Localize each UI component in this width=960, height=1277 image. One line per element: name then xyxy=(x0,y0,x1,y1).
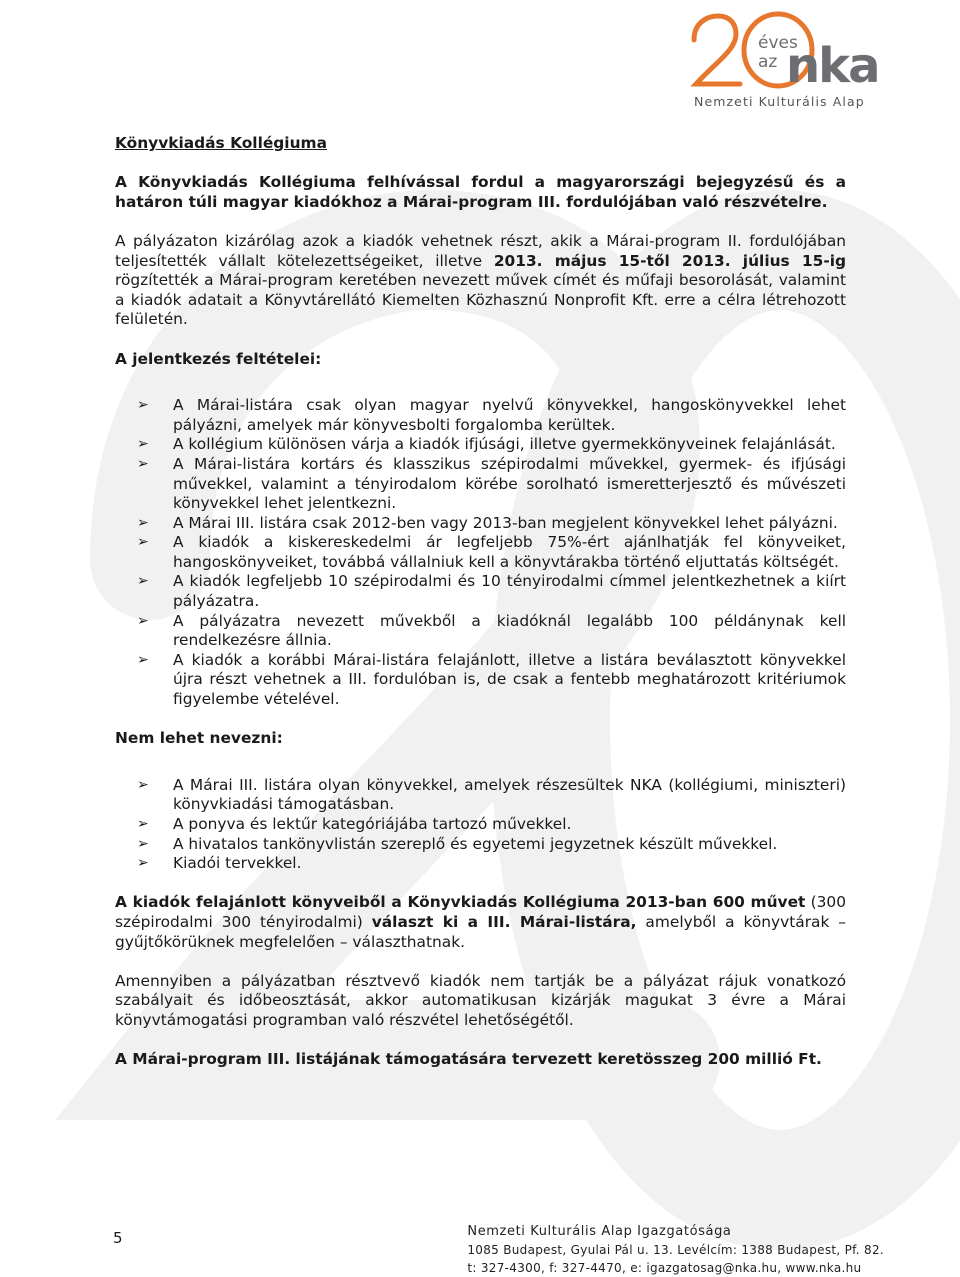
footer-org-name: Nemzeti Kulturális Alap Igazgatósága xyxy=(467,1224,732,1239)
list-item: ➢ A Márai III. listára csak 2012-ben vagy 2013-ban megjelent könyvekkel lehet pályázni. xyxy=(137,513,838,532)
intro-paragraph: A Könyvkiadás Kollégiuma felhívással fordul a magyarországi bejegyzésű és a határon túli magyar kiadókhoz a Márai-program III. fordulójában való részvételre. xyxy=(115,173,846,211)
selection-text-d: amelyből a könyvtárak – gyűjtőkörüknek megfelelően – választhatnak. xyxy=(115,912,846,951)
arrow-bullet-icon: ➢ xyxy=(137,436,149,453)
list-item: ➢ A ponyva és lektűr kategóriájába tartozó művekkel. xyxy=(137,815,572,833)
list-item: ➢ A kiadók legfeljebb 10 szépirodalmi és 10 tényirodalmi címmel jelentkezhetnek a kiírt pályázatra. xyxy=(137,572,846,611)
list-item: ➢ A Márai-listára kortárs és klasszikus szépirodalmi művekkel, gyermek- és ifjúsági művekkel, valamint a tényirodalom körébe sorolható ismeretterjesztő és művészeti könyvekkel lehet jelentkezni. xyxy=(137,454,846,513)
eligibility-text-c: rögzítették a Márai-program keretében nevezett művek címét és műfaji besorolását, valamint a kiadók adatait a Könyvtárellátó Kiemelten Közhasznú Nonprofit Kft. erre a célra létrehozott felületén. xyxy=(115,271,846,329)
selection-text-c: választ ki a III. Márai-listára, xyxy=(371,912,637,931)
selection-text-b: (300 szépirodalmi 300 tényirodalmi) xyxy=(115,893,846,931)
footer-contact: t: 327-4300, f: 327-4470, e: igazgatosag@nka.hu, www.nka.hu xyxy=(467,1261,862,1275)
arrow-bullet-icon: ➢ xyxy=(137,835,149,852)
conditions-list xyxy=(115,396,846,710)
logo-subtitle: Nemzeti Kulturális Alap xyxy=(694,94,865,109)
list-item: ➢ A kiadók a kiskereskedelmi ár legfeljebb 75%-ért ajánlhatják fel könyveiket, hangoskönyveiket, továbbá vállalniuk kell a könyvtárakba történő eljuttatás költségét. xyxy=(137,533,846,571)
list-item: ➢ A kollégium különösen várja a kiadók ifjúsági, illetve gyermekkönyveinek felajánlását. xyxy=(137,435,836,454)
arrow-bullet-icon: ➢ xyxy=(137,776,149,793)
excluded-heading: Nem lehet nevezni: xyxy=(115,729,283,748)
footer xyxy=(467,1222,884,1277)
sanction-paragraph: Amennyiben a pályázatban résztvevő kiadók nem tartják be a pályázat rájuk vonatkozó szabályait és időbeosztását, akkor automatikusan kizárják magukat 3 évre a Márai könyvtámogatási programban való részvétel lehetőségétől. xyxy=(115,971,846,1029)
arrow-bullet-icon: ➢ xyxy=(137,612,149,629)
logo-brand-text: nka xyxy=(786,38,879,94)
page-number: 5 xyxy=(113,1229,123,1247)
arrow-bullet-icon: ➢ xyxy=(137,397,149,414)
budget-paragraph: A Márai-program III. listájának támogatására tervezett keretösszeg 200 millió Ft. xyxy=(115,1050,822,1069)
arrow-bullet-icon: ➢ xyxy=(137,514,149,531)
eligibility-paragraph xyxy=(115,232,846,330)
eligibility-text-a: A pályázaton kizárólag azok a kiadók vehetnek részt, akik a Márai-program II. fordulójában teljesítették vállalt kötelezettségeiket, illetve xyxy=(115,231,846,270)
arrow-bullet-icon: ➢ xyxy=(137,455,149,472)
document-body xyxy=(115,134,846,1070)
arrow-bullet-icon: ➢ xyxy=(137,816,149,832)
arrow-bullet-icon: ➢ xyxy=(137,573,149,590)
page-title: Könyvkiadás Kollégiuma xyxy=(115,134,327,152)
list-item: ➢ A Márai III. listára olyan könyvekkel, amelyek részesültek NKA (kollégiumi, miniszteri) könyvkiadási támogatásban. xyxy=(137,775,846,814)
selection-paragraph xyxy=(115,893,846,952)
list-item: ➢ A pályázatra nevezett művekből a kiadóknál legalább 100 példánynak kell rendelkezésre állnia. xyxy=(137,611,846,650)
eligibility-dates: 2013. május 15-től 2013. július 15-ig xyxy=(493,251,846,270)
excluded-list xyxy=(115,776,846,874)
footer-address: 1085 Budapest, Gyulai Pál u. 13. Levélcím: 1388 Budapest, Pf. 82. xyxy=(467,1243,884,1257)
logo-eves-text: éves xyxy=(758,33,798,53)
selection-text-a: A kiadók felajánlott könyveiből a Könyvkiadás Kollégiuma 2013-ban 600 művet xyxy=(115,893,806,912)
list-item: ➢ A Márai-listára csak olyan magyar nyelvű könyvekkel, hangoskönyvekkel lehet pályázni, amelyek már könyvesbolti forgalomba kerültek. xyxy=(137,396,846,434)
list-item: ➢ A kiadók a korábbi Márai-listára felajánlott, illetve a listára beválasztott könyvekkel újra részt vehetnek a III. fordulóban is, de csak a fentebb meghatározott kritériumok figyelembe vételével. xyxy=(137,650,846,709)
list-item: ➢ A hivatalos tankönyvlistán szereplő és egyetemi jegyzetnek készült művekkel. xyxy=(137,834,778,853)
conditions-heading: A jelentkezés feltételei: xyxy=(115,349,322,368)
logo-az-text: az xyxy=(758,52,778,72)
list-item: ➢ Kiadói tervekkel. xyxy=(137,854,302,873)
arrow-bullet-icon: ➢ xyxy=(137,534,149,551)
arrow-bullet-icon: ➢ xyxy=(137,651,149,668)
arrow-bullet-icon: ➢ xyxy=(137,855,149,872)
